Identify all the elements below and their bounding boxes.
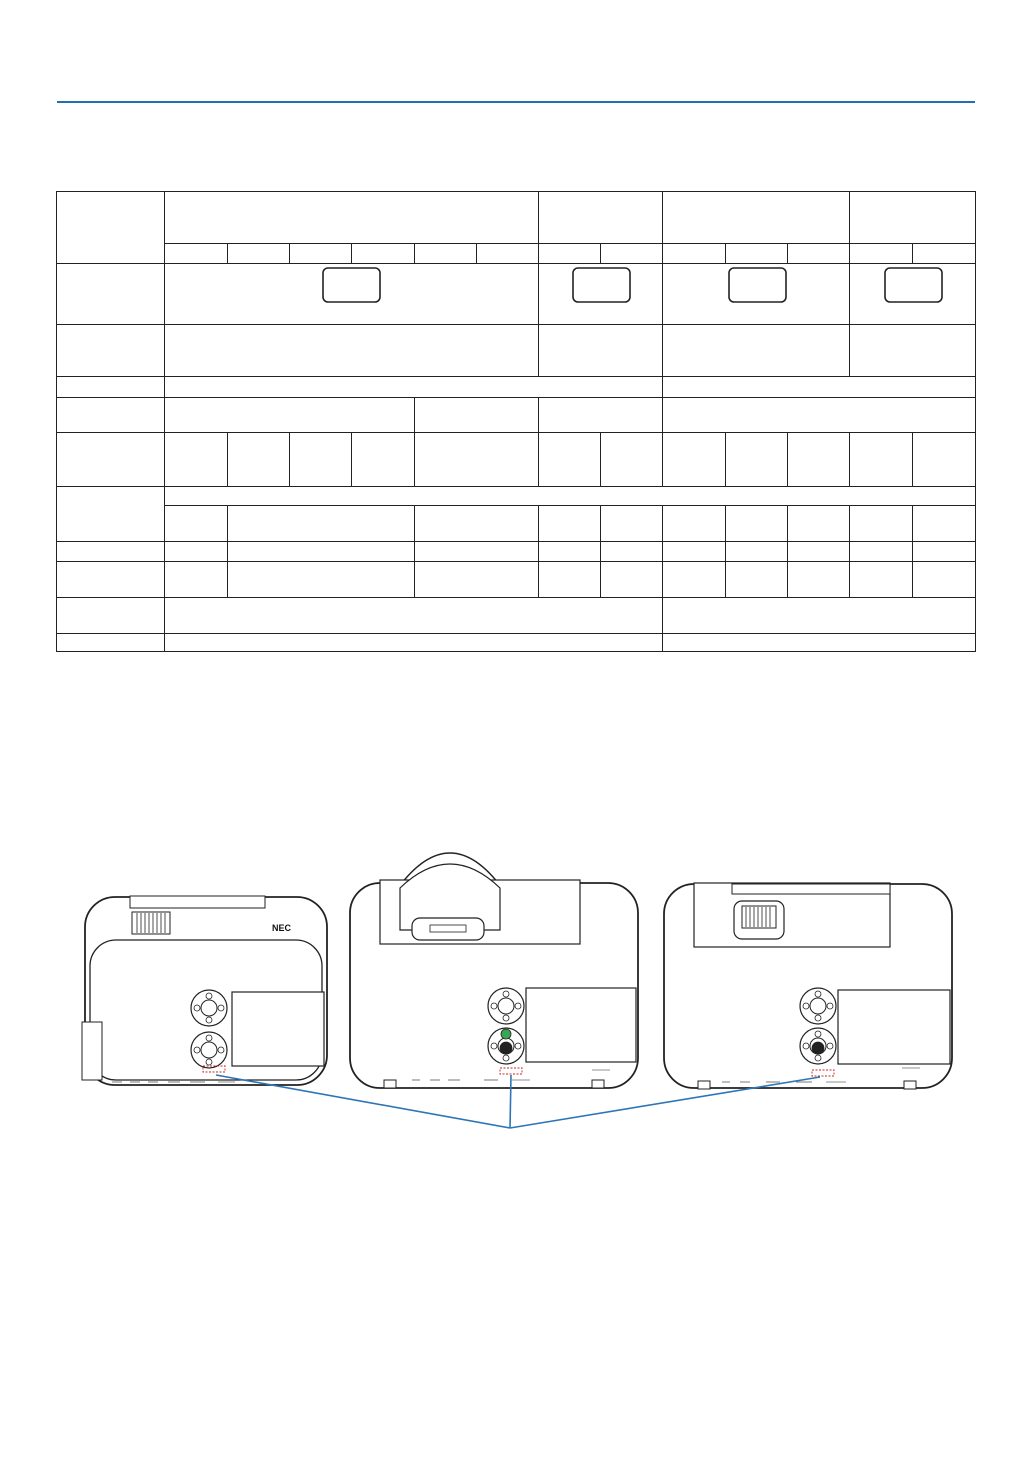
projector-center bbox=[350, 853, 638, 1088]
projector-right bbox=[664, 883, 952, 1089]
table-box-4 bbox=[885, 268, 942, 302]
spec-table bbox=[56, 191, 976, 652]
brand-label: NEC bbox=[272, 923, 292, 933]
power-button-icon bbox=[500, 1042, 512, 1054]
table-box-2 bbox=[573, 268, 630, 302]
projector-figure bbox=[70, 838, 960, 1138]
table-box-3 bbox=[729, 268, 786, 302]
table-frame bbox=[57, 192, 976, 652]
header-rule bbox=[57, 101, 975, 103]
status-led bbox=[501, 1029, 511, 1039]
table-box-1 bbox=[323, 268, 380, 302]
